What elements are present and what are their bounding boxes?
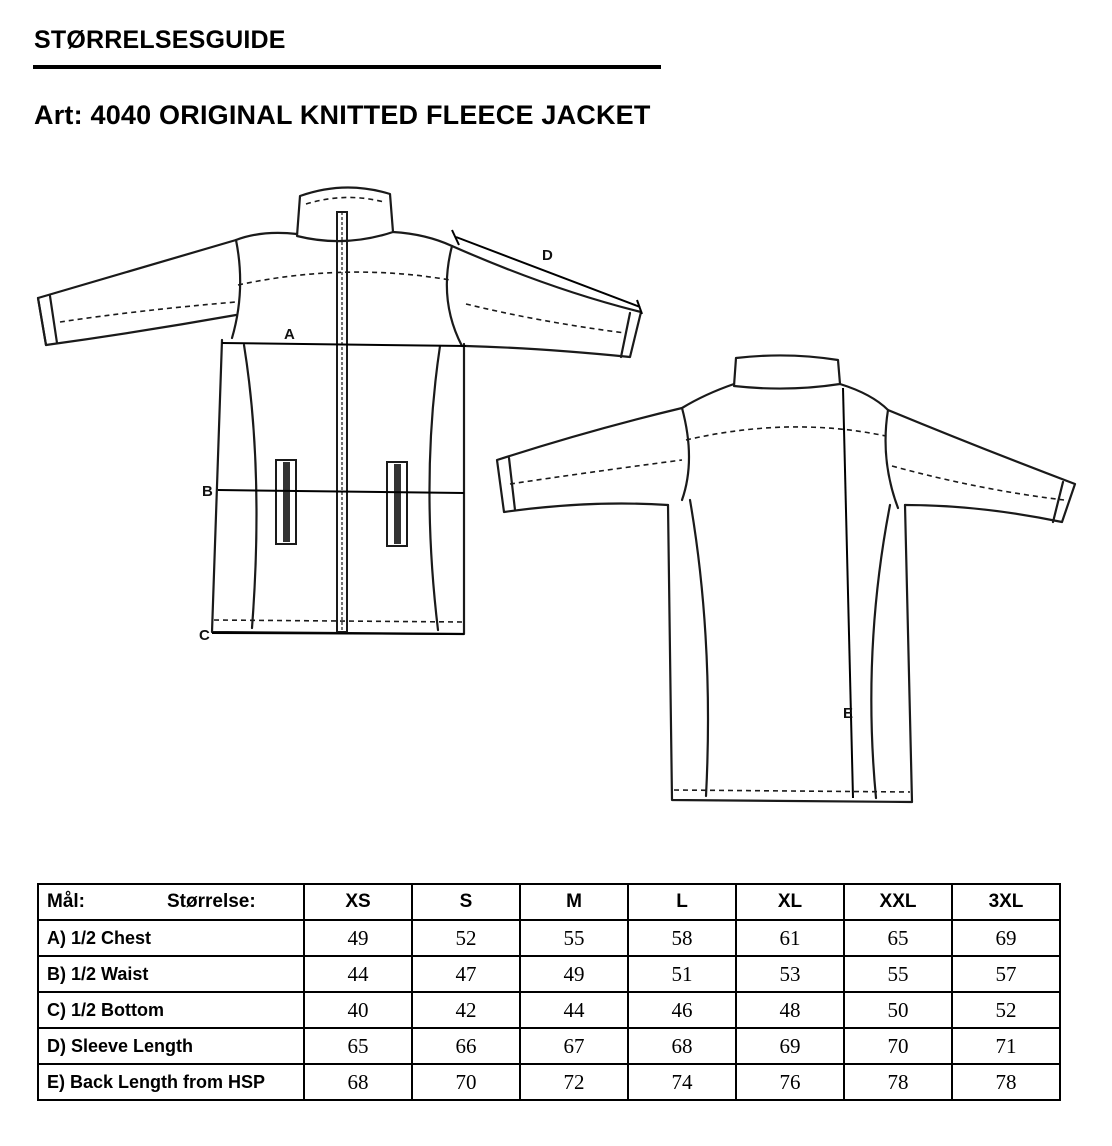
- table-cell: 68: [304, 1064, 412, 1100]
- table-cell: 55: [844, 956, 952, 992]
- size-header: XL: [736, 884, 844, 920]
- measure-line-chest: [222, 343, 466, 346]
- table-cell: 57: [952, 956, 1060, 992]
- table-row: [38, 956, 1060, 992]
- table-cell: 40: [304, 992, 412, 1028]
- table-cell: 72: [520, 1064, 628, 1100]
- table-cell: 66: [412, 1028, 520, 1064]
- size-header: M: [520, 884, 628, 920]
- table-cell: 46: [628, 992, 736, 1028]
- table-cell: 51: [628, 956, 736, 992]
- table-cell: 69: [952, 920, 1060, 956]
- size-header-row: [38, 884, 1060, 920]
- size-header: L: [628, 884, 736, 920]
- table-row: [38, 1064, 1060, 1100]
- measure-column-label: Mål:: [47, 891, 85, 912]
- table-cell: 48: [736, 992, 844, 1028]
- table-cell: 78: [952, 1064, 1060, 1100]
- table-cell: 53: [736, 956, 844, 992]
- measure-line-waist: [218, 490, 464, 493]
- label-c: C: [199, 627, 210, 644]
- table-cell: 61: [736, 920, 844, 956]
- measure-line-bottom: [212, 633, 464, 634]
- table-cell: 78: [844, 1064, 952, 1100]
- table-corner-header: [38, 884, 304, 920]
- table-cell: 44: [520, 992, 628, 1028]
- label-e: E: [843, 705, 854, 722]
- article-title: Art: 4040 ORIGINAL KNITTED FLEECE JACKET: [34, 100, 651, 130]
- row-label: A) 1/2 Chest: [38, 920, 304, 956]
- label-a: A: [284, 326, 295, 343]
- table-cell: 65: [844, 920, 952, 956]
- label-d: D: [542, 247, 553, 264]
- table-cell: 70: [844, 1028, 952, 1064]
- table-cell: 50: [844, 992, 952, 1028]
- table-cell: 47: [412, 956, 520, 992]
- table-cell: 68: [628, 1028, 736, 1064]
- label-b: B: [202, 483, 213, 500]
- table-cell: 52: [952, 992, 1060, 1028]
- front-pocket-right: [387, 462, 407, 546]
- table-cell: 49: [304, 920, 412, 956]
- front-pocket-left: [276, 460, 296, 544]
- row-label: E) Back Length from HSP: [38, 1064, 304, 1100]
- table-cell: 58: [628, 920, 736, 956]
- table-cell: 70: [412, 1064, 520, 1100]
- jacket-back-drawing: [497, 355, 1075, 802]
- table-cell: 55: [520, 920, 628, 956]
- page-title: STØRRELSESGUIDE: [34, 26, 286, 54]
- measure-line-sleeve: [452, 230, 642, 314]
- table-cell: 49: [520, 956, 628, 992]
- table-cell: 71: [952, 1028, 1060, 1064]
- row-label: D) Sleeve Length: [38, 1028, 304, 1064]
- table-row: [38, 1028, 1060, 1064]
- table-row: [38, 992, 1060, 1028]
- row-label: C) 1/2 Bottom: [38, 992, 304, 1028]
- row-label: B) 1/2 Waist: [38, 956, 304, 992]
- table-cell: 67: [520, 1028, 628, 1064]
- table-cell: 76: [736, 1064, 844, 1100]
- table-cell: 42: [412, 992, 520, 1028]
- size-header: XXL: [844, 884, 952, 920]
- table-cell: 69: [736, 1028, 844, 1064]
- table-cell: 65: [304, 1028, 412, 1064]
- table-row: [38, 920, 1060, 956]
- table-cell: 74: [628, 1064, 736, 1100]
- size-header: S: [412, 884, 520, 920]
- size-header: XS: [304, 884, 412, 920]
- table-cell: 52: [412, 920, 520, 956]
- size-table: [37, 883, 1061, 1101]
- size-column-label: Størrelse:: [167, 891, 256, 912]
- size-header: 3XL: [952, 884, 1060, 920]
- measure-line-back-length: [843, 388, 853, 798]
- table-cell: 44: [304, 956, 412, 992]
